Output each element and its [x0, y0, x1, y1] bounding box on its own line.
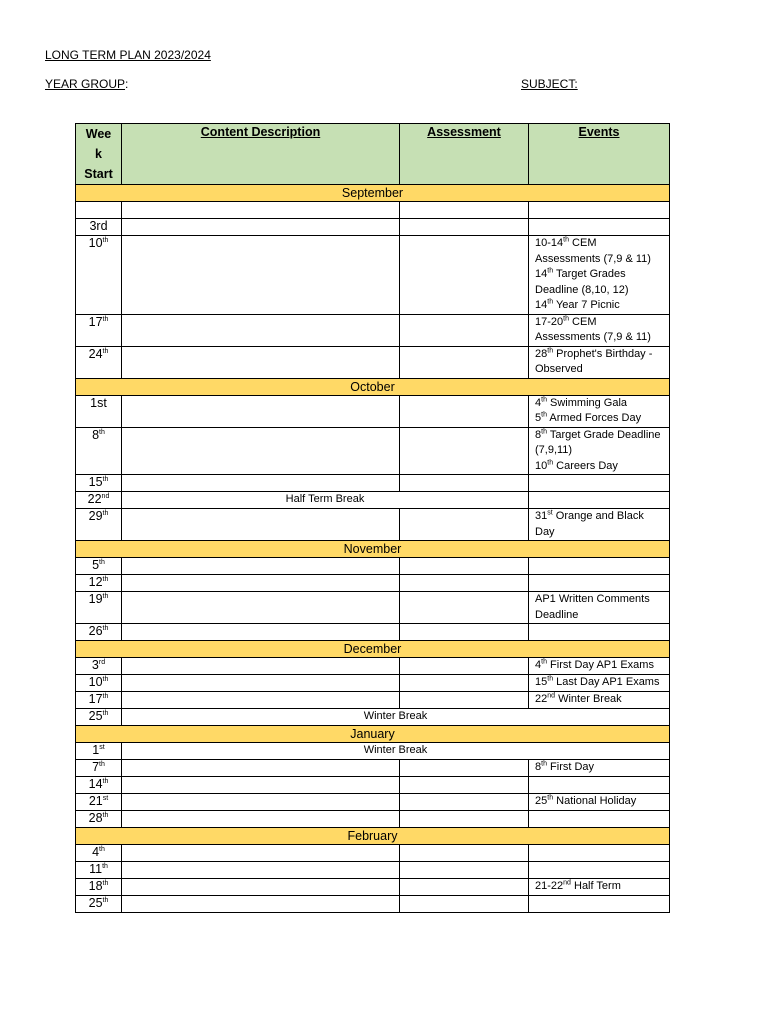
year-group-label: [45, 77, 128, 91]
content-cell[interactable]: [122, 624, 400, 641]
week-cell: 5th: [76, 558, 122, 575]
table-row: [76, 811, 670, 828]
events-cell[interactable]: [529, 558, 670, 575]
document-title: LONG TERM PLAN 2023/2024: [45, 48, 211, 62]
content-cell[interactable]: [122, 777, 400, 794]
content-cell[interactable]: [122, 475, 400, 492]
week-cell: 10th: [76, 236, 122, 315]
assessment-cell[interactable]: [400, 475, 529, 492]
events-cell[interactable]: AP1 Written Comments Deadline: [529, 592, 670, 624]
table-row: [76, 395, 670, 427]
events-cell[interactable]: 8th First Day: [529, 760, 670, 777]
subject-label: SUBJECT:: [521, 77, 578, 91]
table-row: [76, 743, 670, 760]
month-label: September: [76, 185, 670, 202]
events-cell[interactable]: 31st Orange and Black Day: [529, 509, 670, 541]
events-cell[interactable]: [529, 492, 670, 509]
month-label: January: [76, 726, 670, 743]
table-row: [76, 558, 670, 575]
week-cell: [76, 202, 122, 219]
assessment-header: Assessment: [400, 124, 529, 185]
events-cell[interactable]: [529, 845, 670, 862]
table-row: [76, 624, 670, 641]
week-cell: 26th: [76, 624, 122, 641]
table-row: [76, 509, 670, 541]
table-row: [76, 314, 670, 346]
table-row: [76, 219, 670, 236]
table-row: [76, 492, 670, 509]
assessment-cell[interactable]: [400, 219, 529, 236]
table-row: [76, 658, 670, 675]
month-row-september: [76, 185, 670, 202]
week-cell: 25th: [76, 709, 122, 726]
table-row: [76, 675, 670, 692]
assessment-cell[interactable]: [400, 692, 529, 709]
events-cell[interactable]: 17-20th CEM Assessments (7,9 & 11): [529, 314, 670, 346]
week-cell: 10th: [76, 675, 122, 692]
month-row-january: [76, 726, 670, 743]
year-group-text: YEAR GROUP: [45, 77, 126, 91]
assessment-cell[interactable]: [400, 558, 529, 575]
table-row: [76, 862, 670, 879]
assessment-cell[interactable]: [400, 658, 529, 675]
content-cell[interactable]: [122, 760, 400, 777]
winter-break-cell: Winter Break: [122, 709, 670, 726]
table-row: [76, 777, 670, 794]
assessment-cell[interactable]: [400, 760, 529, 777]
assessment-cell[interactable]: [400, 395, 529, 427]
content-cell[interactable]: [122, 658, 400, 675]
assessment-cell[interactable]: [400, 346, 529, 378]
events-cell[interactable]: [529, 475, 670, 492]
content-cell[interactable]: [122, 575, 400, 592]
week-cell: 3rd: [76, 219, 122, 236]
assessment-cell[interactable]: [400, 427, 529, 475]
long-term-plan-table: [75, 123, 670, 913]
table-header-row: [76, 124, 670, 185]
week-cell: 11th: [76, 862, 122, 879]
content-cell[interactable]: [122, 427, 400, 475]
content-cell[interactable]: [122, 219, 400, 236]
week-cell: 24th: [76, 346, 122, 378]
content-cell[interactable]: [122, 202, 400, 219]
content-cell[interactable]: [122, 879, 400, 896]
table-row: [76, 427, 670, 475]
week-cell: 25th: [76, 896, 122, 913]
assessment-cell[interactable]: [400, 675, 529, 692]
month-row-october: [76, 378, 670, 395]
month-row-february: [76, 828, 670, 845]
assessment-cell[interactable]: [400, 811, 529, 828]
events-cell[interactable]: [529, 862, 670, 879]
week-cell: 29th: [76, 509, 122, 541]
assessment-cell[interactable]: [400, 509, 529, 541]
winter-break-cell: Winter Break: [122, 743, 670, 760]
table-row: [76, 692, 670, 709]
content-cell[interactable]: [122, 314, 400, 346]
table-row: [76, 794, 670, 811]
table-row: [76, 575, 670, 592]
content-cell[interactable]: [122, 675, 400, 692]
assessment-cell[interactable]: [400, 202, 529, 219]
content-cell[interactable]: [122, 811, 400, 828]
assessment-cell[interactable]: [400, 896, 529, 913]
events-cell[interactable]: 10-14th CEM Assessments (7,9 & 11) 14th Target Grades Deadline (8,10, 12) 14th Year 7 Picnic: [529, 236, 670, 315]
week-cell: 4th: [76, 845, 122, 862]
week-cell: 15th: [76, 475, 122, 492]
assessment-cell[interactable]: [400, 575, 529, 592]
week-cell: 17th: [76, 692, 122, 709]
week-cell: 12th: [76, 575, 122, 592]
events-cell[interactable]: 15th Last Day AP1 Exams: [529, 675, 670, 692]
week-cell: 19th: [76, 592, 122, 624]
content-cell[interactable]: [122, 592, 400, 624]
assessment-cell[interactable]: [400, 592, 529, 624]
assessment-cell[interactable]: [400, 314, 529, 346]
week-cell: 22nd: [76, 492, 122, 509]
half-term-break-cell: Half Term Break: [122, 492, 529, 509]
events-cell[interactable]: [529, 896, 670, 913]
assessment-cell[interactable]: [400, 624, 529, 641]
month-label: October: [76, 378, 670, 395]
week-cell: 17th: [76, 314, 122, 346]
table-row: [76, 202, 670, 219]
content-description-header: Content Description: [122, 124, 400, 185]
table-row: [76, 709, 670, 726]
week-cell: 1st: [76, 743, 122, 760]
events-cell[interactable]: [529, 219, 670, 236]
events-cell[interactable]: 4th First Day AP1 Exams: [529, 658, 670, 675]
table-row: [76, 896, 670, 913]
table-row: [76, 592, 670, 624]
content-cell[interactable]: [122, 896, 400, 913]
events-cell[interactable]: [529, 575, 670, 592]
table-row: [76, 845, 670, 862]
week-cell: 14th: [76, 777, 122, 794]
year-group-colon: :: [125, 77, 129, 91]
content-cell[interactable]: [122, 509, 400, 541]
events-cell[interactable]: [529, 202, 670, 219]
events-cell[interactable]: [529, 624, 670, 641]
content-cell[interactable]: [122, 862, 400, 879]
content-cell[interactable]: [122, 558, 400, 575]
week-cell: 1st: [76, 395, 122, 427]
events-cell[interactable]: [529, 811, 670, 828]
content-cell[interactable]: [122, 395, 400, 427]
month-label: November: [76, 541, 670, 558]
month-row-december: [76, 641, 670, 658]
events-cell[interactable]: 21-22nd Half Term: [529, 879, 670, 896]
events-cell[interactable]: 22nd Winter Break: [529, 692, 670, 709]
events-cell[interactable]: 4th Swimming Gala 5th Armed Forces Day: [529, 395, 670, 427]
content-cell[interactable]: [122, 236, 400, 315]
events-cell[interactable]: 8th Target Grade Deadline (7,9,11) 10th Careers Day: [529, 427, 670, 475]
week-cell: 8th: [76, 427, 122, 475]
assessment-cell[interactable]: [400, 794, 529, 811]
assessment-cell[interactable]: [400, 879, 529, 896]
assessment-cell[interactable]: [400, 236, 529, 315]
content-cell[interactable]: [122, 845, 400, 862]
week-cell: 7th: [76, 760, 122, 777]
events-cell[interactable]: [529, 777, 670, 794]
table-row: [76, 760, 670, 777]
content-cell[interactable]: [122, 794, 400, 811]
week-cell: 21st: [76, 794, 122, 811]
events-cell[interactable]: 28th Prophet's Birthday - Observed: [529, 346, 670, 378]
week-cell: 28th: [76, 811, 122, 828]
month-label: December: [76, 641, 670, 658]
month-label: February: [76, 828, 670, 845]
content-cell[interactable]: [122, 692, 400, 709]
table-row: [76, 879, 670, 896]
week-cell: 18th: [76, 879, 122, 896]
table-row: [76, 346, 670, 378]
content-cell[interactable]: [122, 346, 400, 378]
week-start-header: Wee k Start: [76, 124, 122, 185]
assessment-cell[interactable]: [400, 862, 529, 879]
table-row: [76, 475, 670, 492]
events-header: Events: [529, 124, 670, 185]
table-row: [76, 236, 670, 315]
week-cell: 3rd: [76, 658, 122, 675]
month-row-november: [76, 541, 670, 558]
assessment-cell[interactable]: [400, 845, 529, 862]
events-cell[interactable]: 25th National Holiday: [529, 794, 670, 811]
assessment-cell[interactable]: [400, 777, 529, 794]
